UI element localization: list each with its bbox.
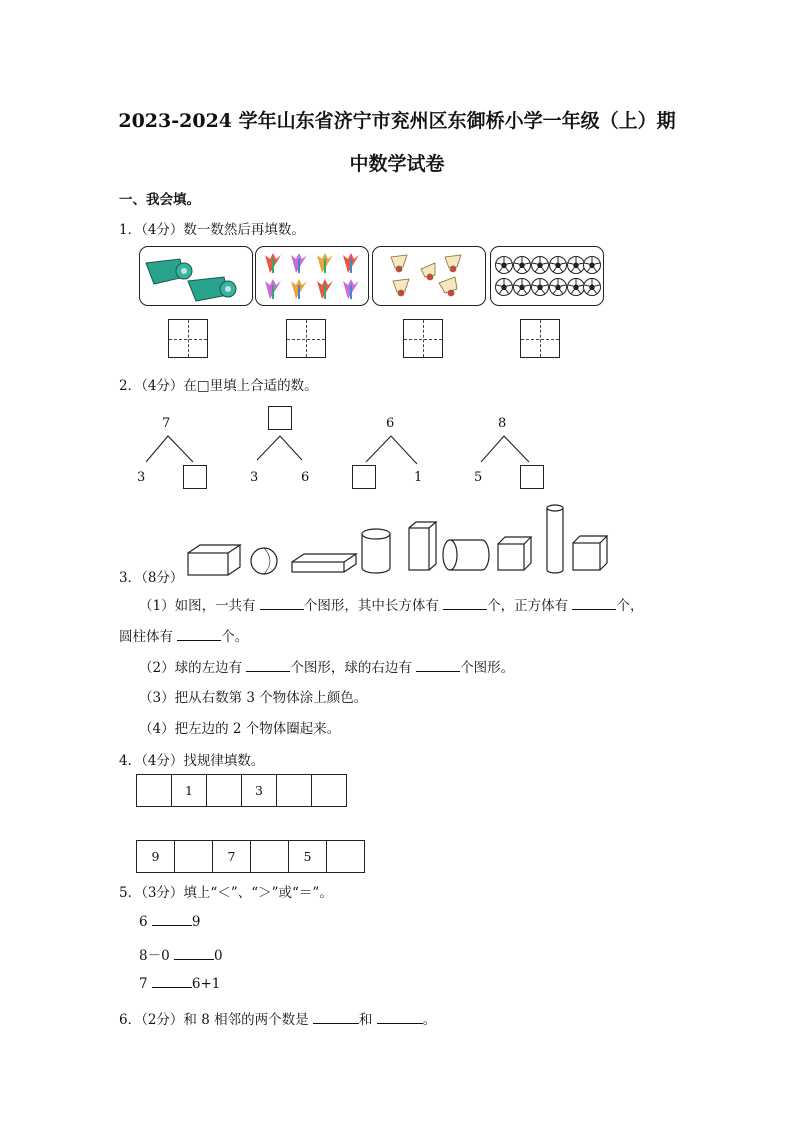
cylinder-icon[interactable] [443, 540, 489, 570]
sequence-cell[interactable] [277, 775, 312, 807]
answer-blank[interactable] [443, 597, 487, 610]
tree-2-answer-box[interactable] [268, 406, 292, 430]
compare-item: 8－0 0 [139, 948, 223, 964]
answer-grid[interactable] [286, 319, 326, 358]
question-6: 6．（2分）和 8 相邻的两个数是 和 。 [119, 1012, 437, 1028]
question-5-label: 5．（3分）填上“＜”、“＞”或“＝”。 [119, 885, 333, 901]
answer-blank[interactable] [572, 597, 616, 610]
cuboid-icon[interactable] [188, 545, 240, 575]
answer-blank[interactable] [152, 975, 192, 988]
shuttlecocks-picture [372, 246, 486, 306]
sequence-cell[interactable] [175, 841, 213, 873]
sequence-cell[interactable] [312, 775, 347, 807]
soccer-ball-icon [496, 257, 601, 296]
solid-shapes-row [180, 500, 610, 580]
answer-grid[interactable] [403, 319, 443, 358]
tree-4-top: 8 [498, 416, 507, 431]
answer-blank[interactable] [377, 1011, 423, 1024]
sequence-cell: 3 [242, 775, 277, 807]
section-heading: 一、我会填。 [119, 192, 200, 208]
tree-3-answer-box[interactable] [352, 465, 376, 489]
tree-1-answer-box[interactable] [183, 465, 207, 489]
sequence-row-2 [136, 840, 365, 873]
sequence-cell: 9 [137, 841, 175, 873]
sequence-row-1 [136, 774, 347, 807]
tree-1-left: 3 [137, 470, 146, 485]
sequence-cell[interactable] [137, 775, 172, 807]
question-3-part-4: （4）把左边的 2 个物体圈起来。 [139, 721, 341, 737]
exam-title-line1: 2023-2024 学年山东省济宁市兖州区东御桥小学一年级（上）期 [118, 110, 676, 132]
soccer-balls-picture [490, 246, 604, 306]
answer-blank[interactable] [416, 659, 460, 672]
whistle-icon [146, 259, 192, 284]
cube-icon[interactable] [573, 536, 607, 570]
tree-4-answer-box[interactable] [520, 465, 544, 489]
tree-3-right: 1 [414, 470, 423, 485]
question-1-label: 1．（4分）数一数然后再填数。 [119, 222, 305, 238]
sequence-cell: 5 [289, 841, 327, 873]
tree-2-right: 6 [301, 470, 310, 485]
whistles-picture [139, 246, 253, 306]
sequence-cell[interactable] [327, 841, 365, 873]
cuboid-icon[interactable] [409, 522, 436, 570]
feather-icon [265, 253, 359, 299]
answer-grid[interactable] [168, 319, 208, 358]
question-3-part-1-cont: 圆柱体有 个。 [119, 629, 249, 645]
answer-blank[interactable] [246, 659, 290, 672]
question-3-label: 3．（8分） [119, 570, 184, 586]
sequence-cell: 1 [172, 775, 207, 807]
answer-blank[interactable] [174, 947, 214, 960]
question-2-label: 2．（4分）在□里填上合适的数。 [119, 378, 318, 394]
tree-3-top: 6 [386, 416, 395, 431]
answer-grid[interactable] [520, 319, 560, 358]
cylinder-icon[interactable] [547, 505, 563, 573]
cylinder-icon[interactable] [362, 529, 390, 573]
exam-title-line2: 中数学试卷 [349, 153, 445, 175]
sequence-cell[interactable] [251, 841, 289, 873]
tree-4-left: 5 [474, 470, 483, 485]
sphere-icon[interactable] [251, 548, 277, 574]
question-3-part-2: （2）球的左边有 个图形，球的右边有 个图形。 [139, 660, 515, 676]
tree-1-top: 7 [162, 416, 171, 431]
question-3-part-3: （3）把从右数第 3 个物体涂上颜色。 [139, 690, 368, 706]
answer-blank[interactable] [177, 628, 221, 641]
question-3-part-1: （1）如图，一共有 个图形，其中长方体有 个，正方体有 个， [139, 598, 644, 614]
compare-item: 6 9 [139, 914, 201, 930]
question-4-label: 4．（4分）找规律填数。 [119, 753, 265, 769]
shuttlecock-icon [391, 255, 461, 296]
tree-2-left: 3 [250, 470, 259, 485]
whistle-icon [188, 277, 236, 301]
answer-blank[interactable] [313, 1011, 359, 1024]
cube-icon[interactable] [498, 537, 531, 570]
compare-item: 7 6+1 [139, 976, 221, 992]
sequence-cell: 7 [213, 841, 251, 873]
sequence-cell[interactable] [207, 775, 242, 807]
cuboid-icon[interactable] [292, 554, 356, 572]
answer-blank[interactable] [260, 597, 304, 610]
feathers-picture [255, 246, 369, 306]
answer-blank[interactable] [152, 913, 192, 926]
